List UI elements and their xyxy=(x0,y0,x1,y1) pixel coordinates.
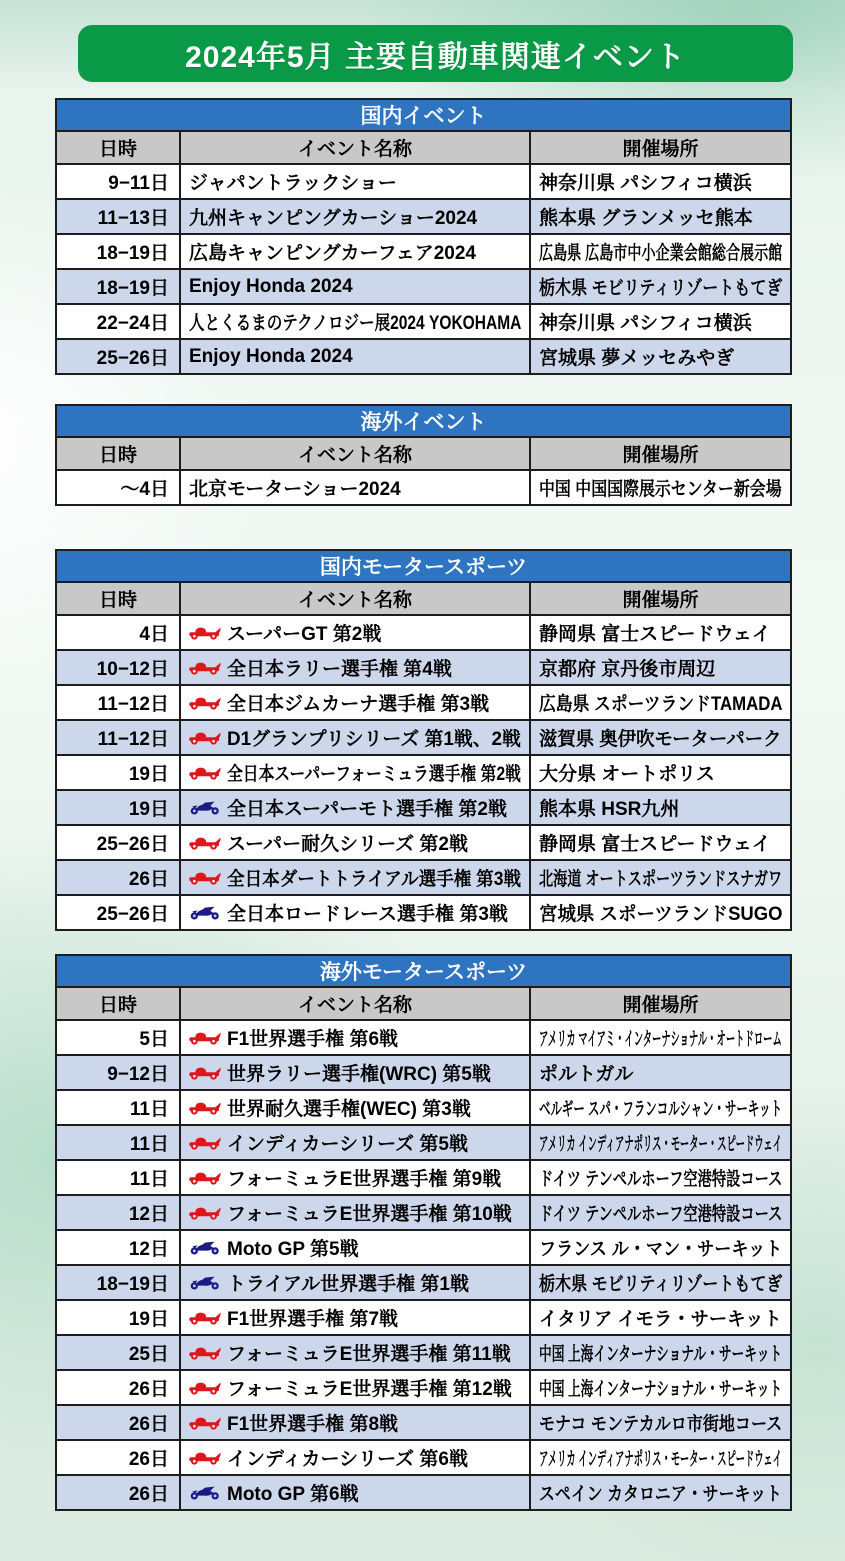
column-header-row xyxy=(56,437,791,470)
date-cell: 25−26日 xyxy=(96,834,169,855)
event-cell: 北京モーターショー2024 xyxy=(189,479,401,500)
venue-cell: 宮城県 夢メッセみやぎ xyxy=(539,348,735,369)
col-header-venue: 開催場所 xyxy=(530,437,791,470)
venue-cell: イタリア イモラ・サーキット xyxy=(539,1309,782,1330)
venue-cell: ベルギー スパ・フランコルシャン・サーキット xyxy=(539,1099,783,1120)
venue-cell: 熊本県 グランメッセ熊本 xyxy=(539,208,753,229)
venue-cell: 熊本県 HSR九州 xyxy=(539,799,680,820)
page-title: 2024年5月 主要自動車関連イベント xyxy=(185,40,686,74)
table-title: 海外モータースポーツ xyxy=(56,955,791,987)
venue-cell: ドイツ テンペルホーフ空港特設コース xyxy=(539,1204,783,1225)
venue-cell: アメリカ インディアナポリス・モーター・スピードウェイ xyxy=(539,1449,782,1470)
date-cell: 10−12日 xyxy=(96,659,169,680)
date-cell: 9−11日 xyxy=(108,173,169,194)
col-header-venue: 開催場所 xyxy=(530,987,791,1020)
table-row xyxy=(56,895,791,930)
event-cell: フォーミュラE世界選手権 第12戦 xyxy=(227,1379,512,1400)
table-row xyxy=(56,234,791,269)
event-cell: スーパーGT 第2戦 xyxy=(227,624,382,645)
venue-cell: 宮城県 スポーツランドSUGO xyxy=(539,904,783,925)
page-title-banner xyxy=(78,25,793,82)
motorcycle-icon xyxy=(189,1485,221,1501)
venue-cell: 神奈川県 パシフィコ横浜 xyxy=(539,173,752,194)
date-cell: 19日 xyxy=(128,764,169,785)
event-cell: ジャパントラックショー xyxy=(189,173,397,194)
col-header-event: イベント名称 xyxy=(180,987,530,1020)
col-header-date: 日時 xyxy=(56,131,180,164)
race-car-icon xyxy=(189,1065,221,1081)
venue-cell: ポルトガル xyxy=(539,1064,634,1085)
table-row xyxy=(56,1230,791,1265)
race-car-icon xyxy=(189,765,221,781)
table-row xyxy=(56,1265,791,1300)
table-overseas-events xyxy=(55,404,792,506)
date-cell: 11日 xyxy=(129,1134,169,1155)
motorcycle-icon xyxy=(189,905,221,921)
date-cell: ～4日 xyxy=(120,479,169,500)
event-cell: Enjoy Honda 2024 xyxy=(189,345,353,367)
venue-cell: 静岡県 富士スピードウェイ xyxy=(539,834,771,855)
race-car-icon xyxy=(189,1310,221,1326)
date-cell: 4日 xyxy=(139,624,169,645)
col-header-venue: 開催場所 xyxy=(530,582,791,615)
table-row xyxy=(56,269,791,304)
table-title-row xyxy=(56,405,791,437)
venue-cell: 中国 上海インターナショナル・サーキット xyxy=(539,1379,783,1400)
venue-cell: モナコ モンテカルロ市街地コース xyxy=(539,1414,783,1435)
table-title-row xyxy=(56,99,791,131)
event-cell: F1世界選手権 第7戦 xyxy=(227,1309,399,1330)
table-row xyxy=(56,1405,791,1440)
table-row xyxy=(56,1475,791,1510)
date-cell: 11日 xyxy=(129,1169,169,1190)
event-cell: Moto GP 第5戦 xyxy=(227,1239,359,1260)
table-row xyxy=(56,1055,791,1090)
table-domestic-motorsports xyxy=(55,549,792,931)
race-car-icon xyxy=(189,1415,221,1431)
venue-cell: アメリカ マイアミ・インターナショナル・オートドローム xyxy=(539,1029,782,1050)
event-cell: 全日本ロードレース選手権 第3戦 xyxy=(227,904,508,925)
table-row xyxy=(56,825,791,860)
table-row xyxy=(56,1335,791,1370)
race-car-icon xyxy=(189,1345,221,1361)
table-title: 国内モータースポーツ xyxy=(56,550,791,582)
event-cell: 全日本スーパーフォーミュラ選手権 第2戦 xyxy=(227,764,521,785)
table-row xyxy=(56,304,791,339)
table-domestic-events xyxy=(55,98,792,375)
event-cell: 全日本スーパーモト選手権 第2戦 xyxy=(227,799,507,820)
col-header-event: イベント名称 xyxy=(180,582,530,615)
event-cell: インディカーシリーズ 第6戦 xyxy=(227,1449,468,1470)
event-cell: 全日本ジムカーナ選手権 第3戦 xyxy=(227,694,490,715)
col-header-event: イベント名称 xyxy=(180,437,530,470)
venue-cell: 静岡県 富士スピードウェイ xyxy=(539,624,771,645)
race-car-icon xyxy=(189,1450,221,1466)
date-cell: 12日 xyxy=(128,1239,169,1260)
date-cell: 26日 xyxy=(128,1449,169,1470)
table-row xyxy=(56,199,791,234)
table-row xyxy=(56,685,791,720)
venue-cell: 中国 上海インターナショナル・サーキット xyxy=(539,1344,783,1365)
venue-cell: スペイン カタロニア・サーキット xyxy=(539,1484,782,1505)
column-header-row xyxy=(56,987,791,1020)
event-cell: Moto GP 第6戦 xyxy=(227,1484,359,1505)
venue-cell: 栃木県 モビリティリゾートもてぎ xyxy=(539,1274,783,1295)
event-cell: フォーミュラE世界選手権 第10戦 xyxy=(227,1204,512,1225)
venue-cell: 京都府 京丹後市周辺 xyxy=(539,659,716,680)
venue-cell: 栃木県 モビリティリゾートもてぎ xyxy=(539,278,783,299)
venue-cell: 滋賀県 奥伊吹モーターパーク xyxy=(539,729,782,750)
event-cell: 世界ラリー選手権(WRC) 第5戦 xyxy=(227,1064,491,1085)
event-cell: Enjoy Honda 2024 xyxy=(189,275,353,297)
event-cell: 全日本ダートトライアル選手権 第3戦 xyxy=(227,869,522,890)
event-cell: トライアル世界選手権 第1戦 xyxy=(227,1274,469,1295)
date-cell: 18−19日 xyxy=(96,278,169,299)
date-cell: 26日 xyxy=(128,1484,169,1505)
col-header-date: 日時 xyxy=(56,437,180,470)
table-row xyxy=(56,1020,791,1055)
venue-cell: 中国 中国国際展示センター新会場 xyxy=(539,479,782,500)
date-cell: 18−19日 xyxy=(96,1274,169,1295)
venue-cell: 北海道 オートスポーツランドスナガワ xyxy=(539,869,783,890)
table-row xyxy=(56,755,791,790)
motorcycle-icon xyxy=(189,1275,221,1291)
event-cell: 九州キャンピングカーショー2024 xyxy=(189,208,478,229)
motorcycle-icon xyxy=(189,1240,221,1256)
race-car-icon xyxy=(189,835,221,851)
table-title: 国内イベント xyxy=(56,99,791,131)
venue-cell: ドイツ テンペルホーフ空港特設コース xyxy=(539,1169,783,1190)
table-overseas-motorsports xyxy=(55,954,792,1511)
event-cell: F1世界選手権 第8戦 xyxy=(227,1414,399,1435)
table-row xyxy=(56,720,791,755)
date-cell: 11−12日 xyxy=(97,729,169,750)
table-row xyxy=(56,470,791,505)
event-cell: 広島キャンピングカーフェア2024 xyxy=(189,243,476,264)
event-cell: F1世界選手権 第6戦 xyxy=(227,1029,399,1050)
race-car-icon xyxy=(189,730,221,746)
race-car-icon xyxy=(189,1205,221,1221)
race-car-icon xyxy=(189,1170,221,1186)
venue-cell: フランス ル・マン・サーキット xyxy=(539,1239,783,1260)
table-row xyxy=(56,1300,791,1335)
venue-cell: 広島県 広島市中小企業会館総合展示館 xyxy=(539,243,783,264)
table-row xyxy=(56,339,791,374)
date-cell: 11−13日 xyxy=(97,208,169,229)
race-car-icon xyxy=(189,625,221,641)
table-row xyxy=(56,615,791,650)
race-car-icon xyxy=(189,1030,221,1046)
date-cell: 19日 xyxy=(128,1309,169,1330)
venue-cell: 広島県 スポーツランドTAMADA xyxy=(539,694,783,715)
date-cell: 19日 xyxy=(128,799,169,820)
table-row xyxy=(56,860,791,895)
table-row xyxy=(56,1160,791,1195)
date-cell: 25−26日 xyxy=(96,904,169,925)
date-cell: 11日 xyxy=(129,1099,169,1120)
race-car-icon xyxy=(189,660,221,676)
date-cell: 12日 xyxy=(128,1204,169,1225)
date-cell: 26日 xyxy=(128,1414,169,1435)
table-row xyxy=(56,1090,791,1125)
venue-cell: 神奈川県 パシフィコ横浜 xyxy=(539,313,752,334)
event-cell: フォーミュラE世界選手権 第11戦 xyxy=(227,1344,511,1365)
date-cell: 11−12日 xyxy=(97,694,169,715)
event-cell: スーパー耐久シリーズ 第2戦 xyxy=(227,834,468,855)
col-header-venue: 開催場所 xyxy=(530,131,791,164)
table-title: 海外イベント xyxy=(56,405,791,437)
event-cell: フォーミュラE世界選手権 第9戦 xyxy=(227,1169,502,1190)
race-car-icon xyxy=(189,870,221,886)
date-cell: 22−24日 xyxy=(96,313,169,334)
column-header-row xyxy=(56,582,791,615)
date-cell: 25−26日 xyxy=(96,348,169,369)
table-row xyxy=(56,790,791,825)
col-header-event: イベント名称 xyxy=(180,131,530,164)
race-car-icon xyxy=(189,1380,221,1396)
venue-cell: アメリカ インディアナポリス・モーター・スピードウェイ xyxy=(539,1134,782,1155)
date-cell: 9−12日 xyxy=(107,1064,169,1085)
motorcycle-icon xyxy=(189,800,221,816)
date-cell: 26日 xyxy=(128,869,169,890)
col-header-date: 日時 xyxy=(56,582,180,615)
event-cell: インディカーシリーズ 第5戦 xyxy=(227,1134,468,1155)
date-cell: 26日 xyxy=(128,1379,169,1400)
col-header-date: 日時 xyxy=(56,987,180,1020)
event-cell: 全日本ラリー選手権 第4戦 xyxy=(227,659,452,680)
event-cell: D1グランプリシリーズ 第1戦、2戦 xyxy=(227,729,521,750)
table-row xyxy=(56,1370,791,1405)
race-car-icon xyxy=(189,1135,221,1151)
column-header-row xyxy=(56,131,791,164)
table-title-row xyxy=(56,550,791,582)
event-cell: 人とくるまのテクノロジー展2024 YOKOHAMA xyxy=(189,313,522,334)
venue-cell: 大分県 オートポリス xyxy=(539,764,715,785)
table-row xyxy=(56,1125,791,1160)
date-cell: 25日 xyxy=(128,1344,169,1365)
table-row xyxy=(56,1195,791,1230)
race-car-icon xyxy=(189,695,221,711)
race-car-icon xyxy=(189,1100,221,1116)
table-row xyxy=(56,1440,791,1475)
table-title-row xyxy=(56,955,791,987)
table-row xyxy=(56,164,791,199)
event-cell: 世界耐久選手権(WEC) 第3戦 xyxy=(227,1099,471,1120)
date-cell: 5日 xyxy=(139,1029,169,1050)
date-cell: 18−19日 xyxy=(96,243,169,264)
table-row xyxy=(56,650,791,685)
